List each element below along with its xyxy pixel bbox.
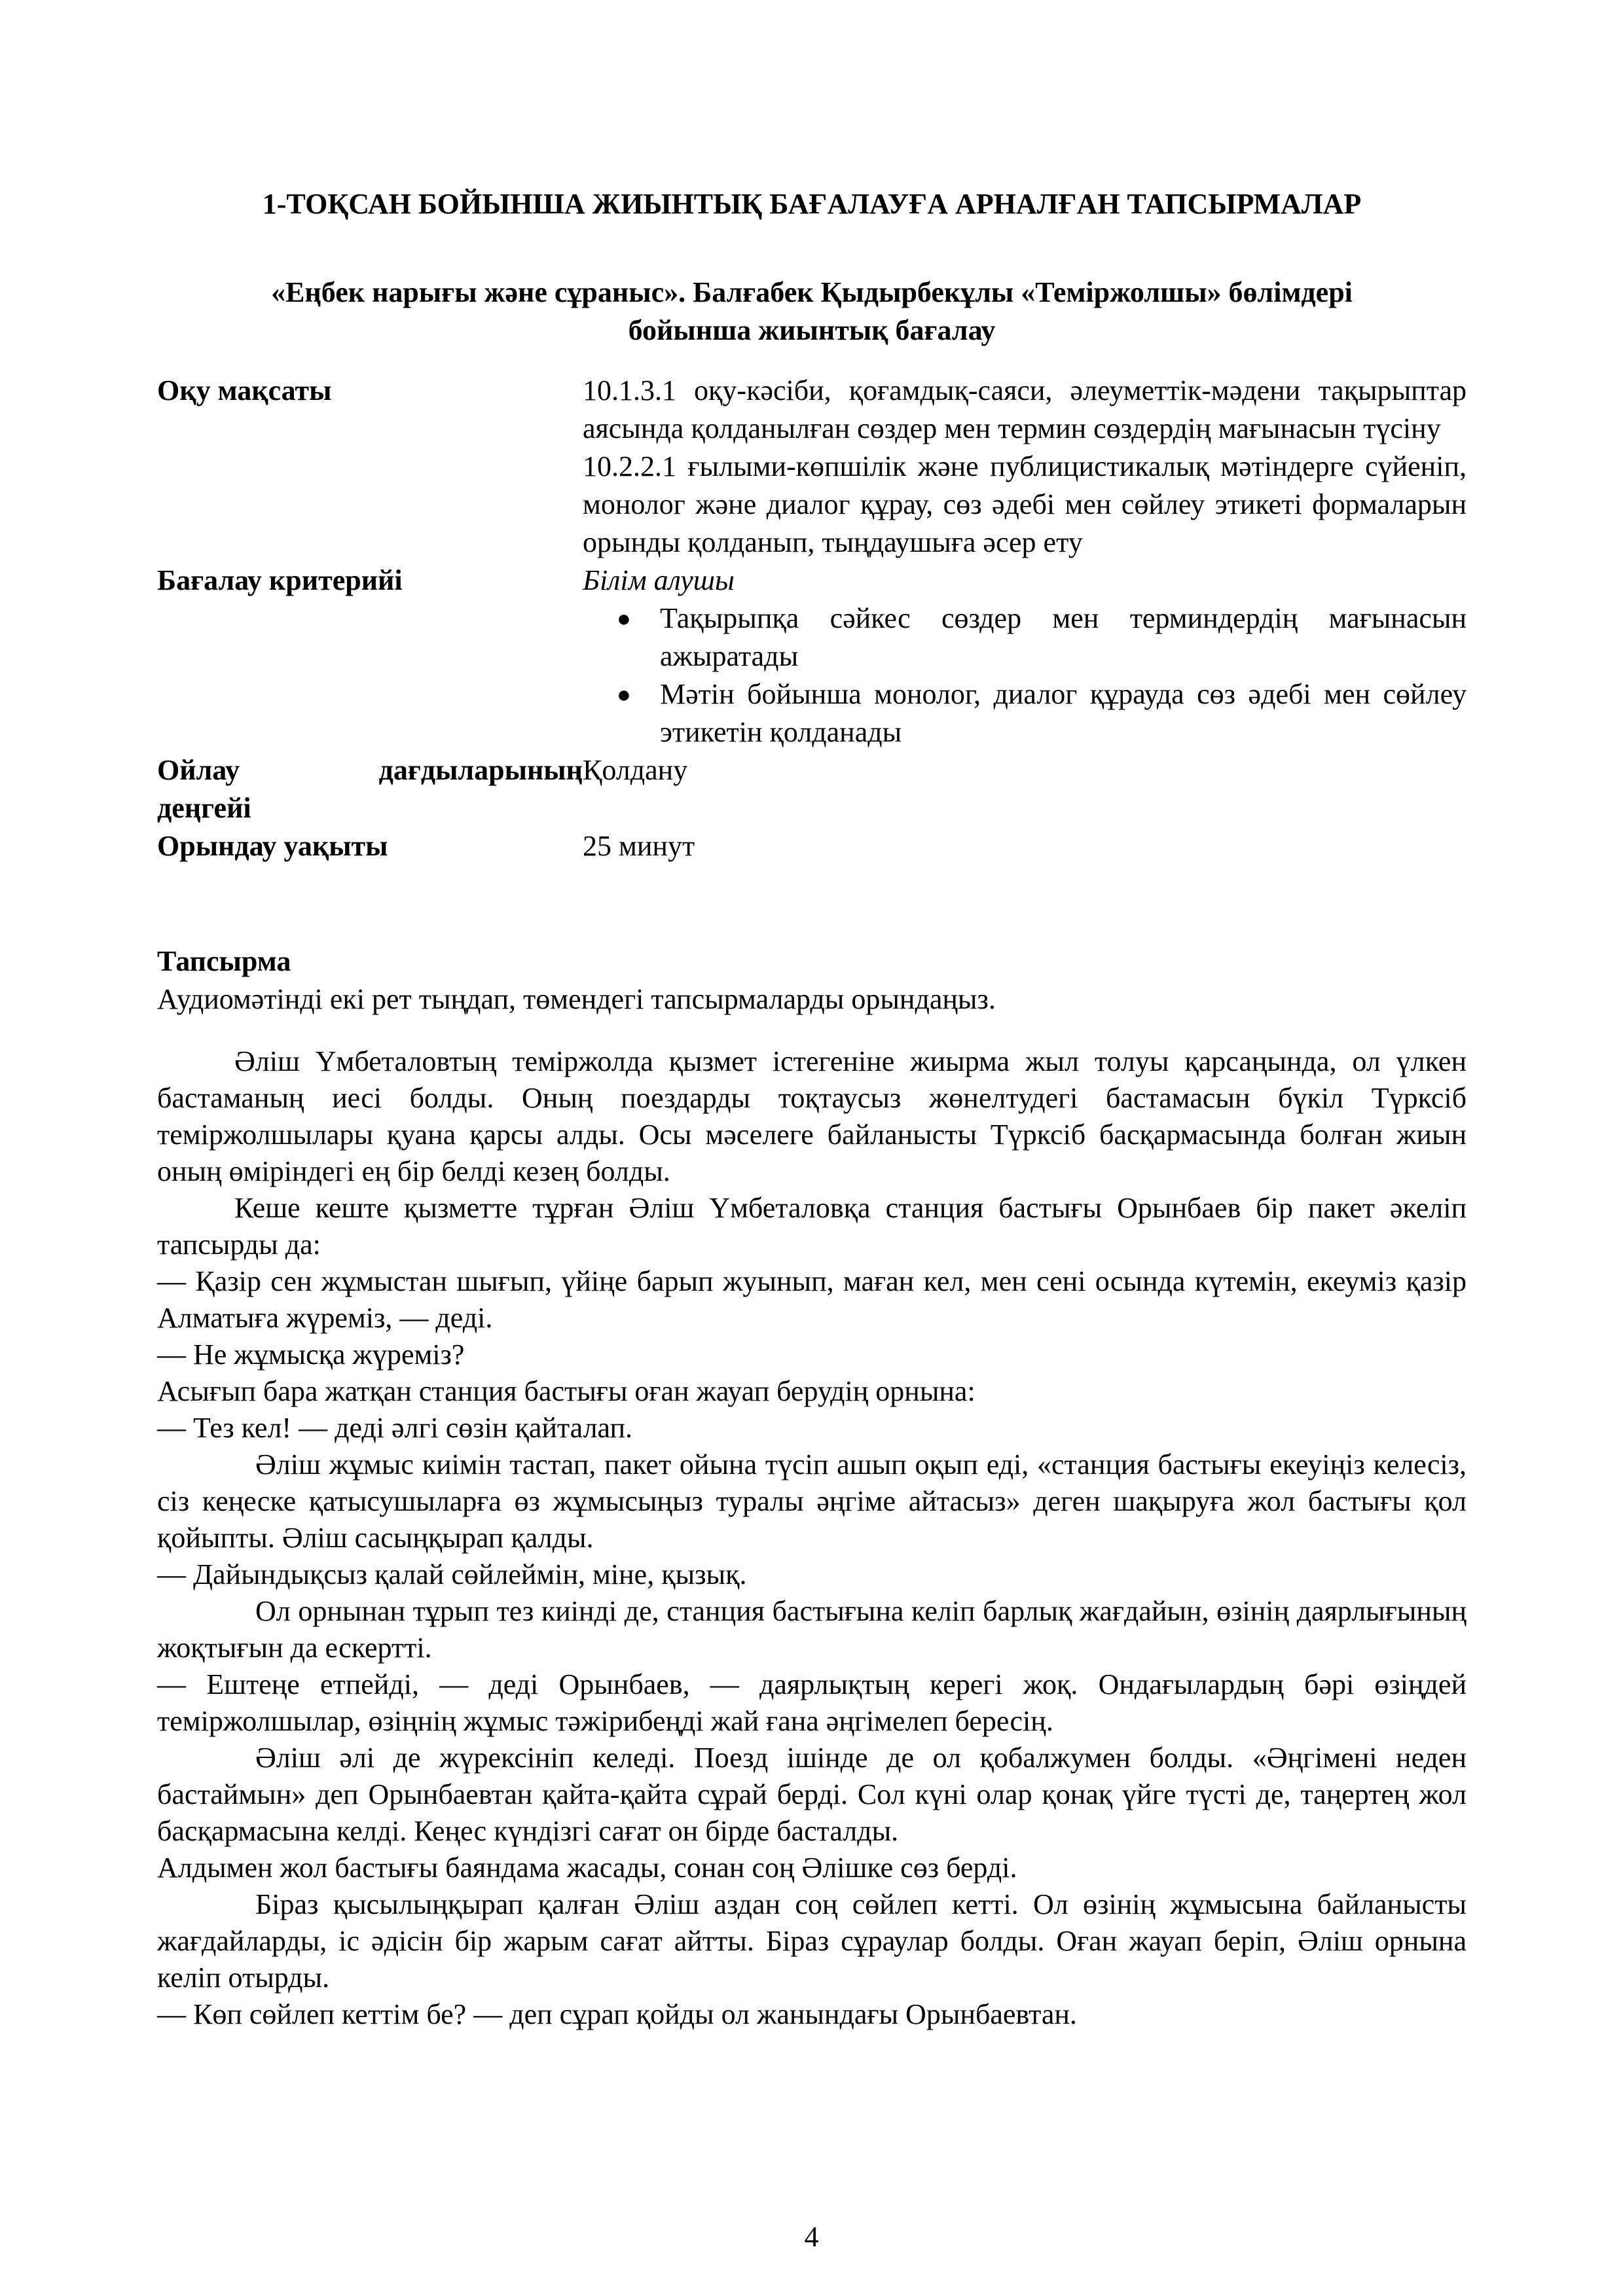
text-paragraph: Әліш Үмбеталовтың теміржолда қызмет істегеніне жиырма жыл толуы қарсаңында, ол үлкен бастаманың иесі болды. Оның поездарды тоқтаусыз жөнелтудегі бастамасын бүкіл Түрксіб теміржолшылары қуана қарсы алды. Осы мәселеге байланысты Түрксіб басқармасында болған жиын оның өміріндегі ең бір белді кезең болды.	[157, 1045, 1467, 1187]
dialogue-line: — Не жұмысқа жүреміз?	[157, 1338, 465, 1371]
bullet-icon: ●	[617, 605, 631, 632]
dialogue-line: — Дайындықсыз қалай сөйлеймін, міне, қызық.	[157, 1558, 747, 1590]
learning-goal-2: 10.2.2.1 ғылыми-көпшілік және публицистикалық мәтіндерге сүйеніп, монолог және диалог құрау, сөз әдебі мен сөйлеу этикеті формаларын орынды қолданып, тыңдаушыға әсер ету	[583, 450, 1467, 558]
text-paragraph: Әліш жұмыс киімін тастап, пакет ойына түсіп ашып оқып еді, «станция бастығы екеуіңіз келесіз, сіз кеңеске қатысушыларға өз жұмысыңыз туралы әңгіме айтасыз» деген шақыруға жол бастығы қол қойыпты. Әліш сасыңқырап қалды.	[157, 1448, 1467, 1554]
criteria-item-text: Мәтін бойынша монолог, диалог құрауда сөз әдебі мен сөйлеу этикетін қолданады	[660, 678, 1467, 748]
criteria-label: Бағалау критерийі	[157, 564, 403, 596]
dialogue-line: — Ештеңе етпейді, — деді Орынбаев, — даярлықтың керегі жоқ. Ондағылардың бәрі өзіңдей теміржолшылар, өзіңнің жұмыс тәжірибеңді жай ғана әңгімелеп бересің.	[157, 1668, 1467, 1737]
task-section	[157, 942, 1467, 1018]
subtitle-line-2: бойынша жиынтық бағалау	[628, 314, 996, 346]
learning-goal-1: 10.1.3.1 оқу-кәсіби, қоғамдық-саяси, әлеуметтік-мәдени тақырыптар аясында қолданылған сөздер мен термин сөздердің мағынасын түсіну	[583, 374, 1467, 444]
duration-value: 25 минут	[583, 830, 695, 862]
subtitle-line-1: «Еңбек нарығы және сұраныс». Балғабек Қыдырбекұлы «Теміржолшы» бөлімдері	[271, 276, 1353, 308]
criteria-row	[157, 562, 1467, 751]
text-paragraph: Әліш әлі де жүрексініп келеді. Поезд ішінде де ол қобалжумен болды. «Әңгімені неден бастаймын» деп Орынбаевтан қайта-қайта сұрай берді. Сол күні олар қонақ үйге түсті де, таңертең жол басқармасына келді. Кеңес күндізгі сағат он бірде басталды.	[157, 1742, 1467, 1847]
thinking-level-label-word-1: Ойлау	[157, 754, 240, 786]
criteria-intro: Білім алушы	[583, 564, 735, 596]
criteria-item	[617, 675, 1467, 751]
dialogue-line: — Тез кел! — деді әлгі сөзін қайталап.	[157, 1412, 633, 1444]
criteria-item	[617, 600, 1467, 675]
learning-goal-row	[157, 372, 1467, 562]
criteria-value	[583, 562, 1467, 751]
text-paragraph: Асығып бара жатқан станция бастығы оған жауап берудің орнына:	[157, 1375, 976, 1407]
bullet-icon: ●	[617, 681, 631, 708]
learning-goal-label: Оқу мақсаты	[157, 374, 332, 406]
page-title: 1-ТОҚСАН БОЙЫНША ЖИЫНТЫҚ БАҒАЛАУҒА АРНАЛҒАН ТАПСЫРМАЛАР	[262, 188, 1362, 220]
learning-goal-value	[583, 372, 1467, 562]
assessment-info-table	[157, 372, 1467, 865]
duration-label: Орындау уақыты	[157, 830, 388, 862]
dialogue-line: — Қазір сен жұмыстан шығып, үйіңе барып жуынып, маған кел, мен сені осында күтемін, екеуміз қазір Алматыға жүреміз, — деді.	[157, 1265, 1467, 1334]
task-heading: Тапсырма	[157, 945, 291, 977]
text-paragraph: Кеше кеште қызметте тұрған Әліш Үмбеталовқа станция бастығы Орынбаев бір пакет әкеліп тапсырды да:	[157, 1192, 1467, 1261]
dialogue-line: — Көп сөйлеп кеттім бе? — деп сұрап қойды ол жанындағы Орынбаевтан.	[157, 1998, 1077, 2030]
text-paragraph: Алдымен жол бастығы баяндама жасады, сонан соң Әлішке сөз берді.	[157, 1852, 1017, 1884]
page-number: 4	[804, 2221, 819, 2253]
audio-text	[157, 1043, 1467, 2033]
thinking-level-row	[157, 751, 1467, 827]
thinking-level-value: Қолдану	[583, 754, 688, 786]
thinking-level-label	[157, 751, 583, 827]
thinking-level-label-word-2: дағдыларының	[378, 754, 583, 786]
task-instruction: Аудиомәтінді екі рет тыңдап, төмендегі тапсырмаларды орындаңыз.	[157, 983, 996, 1015]
duration-row	[157, 827, 1467, 865]
thinking-level-label-word-3: деңгейі	[157, 792, 251, 824]
text-paragraph: Біраз қысылыңқырап қалған Әліш аздан соң сөйлеп кетті. Ол өзінің жұмысына байланысты жағдайларды, іс әдісін бір жарым сағат айтты. Біраз сұраулар болды. Оған жауап беріп, Әліш орнына келіп отырды.	[157, 1888, 1467, 1994]
text-paragraph: Ол орнынан тұрып тез киінді де, станция бастығына келіп барлық жағдайын, өзінің даярлығының жоқтығын да ескертті.	[157, 1595, 1467, 1664]
criteria-list	[583, 600, 1467, 751]
page-subtitle	[157, 274, 1467, 350]
criteria-item-text: Тақырыпқа сәйкес сөздер мен терминдердің мағынасын ажыратады	[660, 602, 1467, 672]
